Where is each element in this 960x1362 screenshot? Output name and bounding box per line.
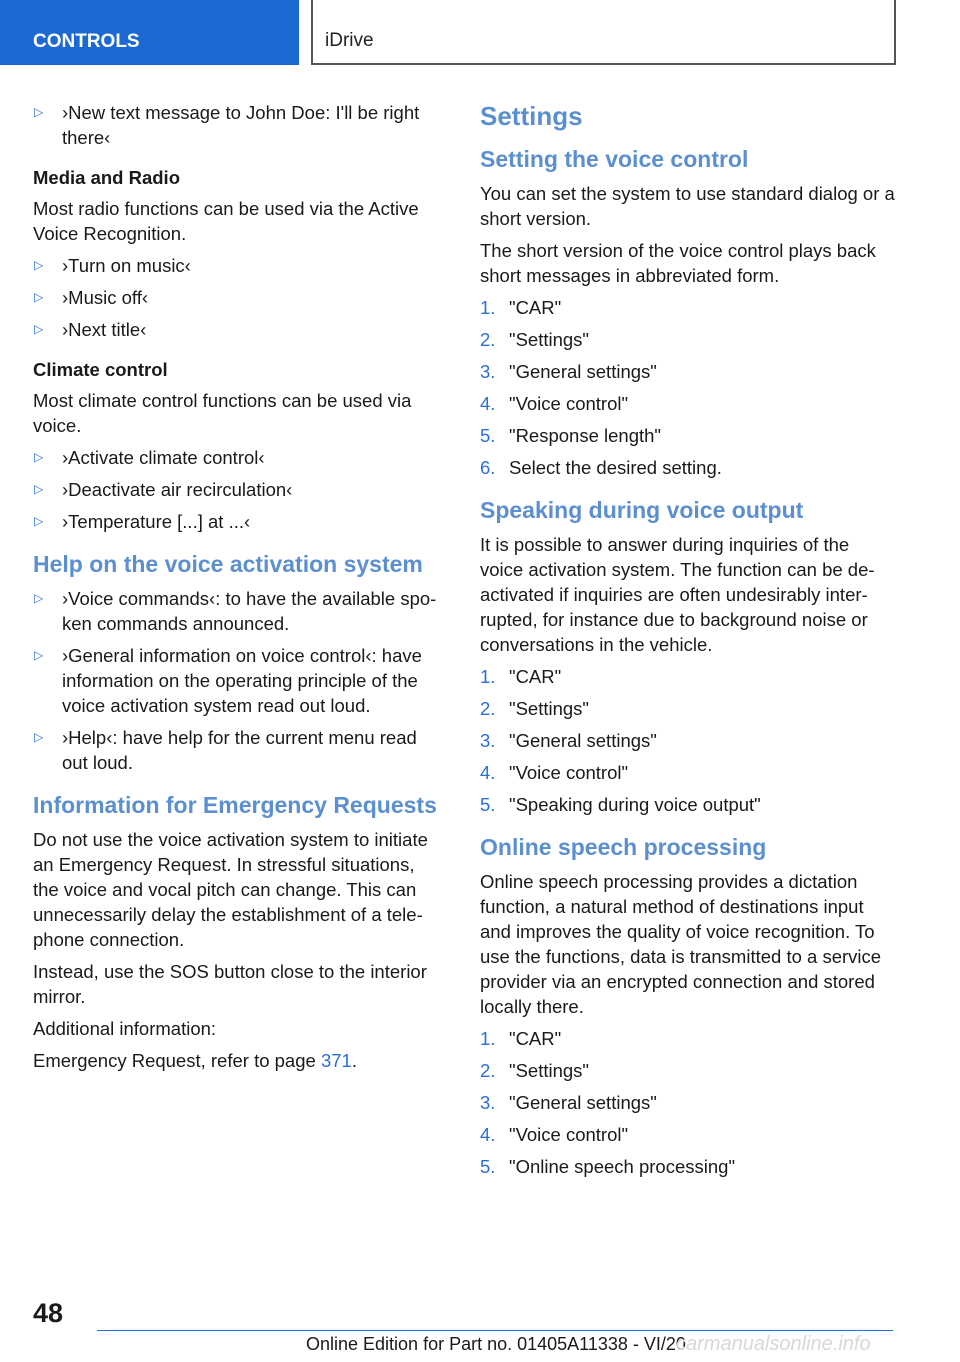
- edition-text: Online Edition for Part no. 01405A11338 - VI/20: [306, 1334, 686, 1354]
- step-number: 3.: [480, 1092, 496, 1113]
- voice-control-heading: Setting the voice control: [480, 146, 749, 172]
- step-number: 5.: [480, 425, 496, 446]
- step-number: 5.: [480, 1156, 496, 1177]
- list-item: ▷ ›Voice commands‹: to have the available spoken commands announced.: [34, 588, 437, 634]
- header-divider-end: [894, 0, 896, 65]
- intro-bullet-list: [33, 100, 443, 150]
- list-item: ▷ ›Temperature [...] at ...‹: [34, 511, 251, 532]
- watermark: carmanualsonline.info: [676, 1333, 871, 1355]
- section-tab: [0, 0, 299, 65]
- step-number: 1.: [480, 1028, 496, 1049]
- media-heading: Media and Radio: [33, 167, 180, 188]
- online-speech-steps: [480, 1026, 896, 1179]
- list-item: 6. Select the desired setting.: [480, 457, 722, 478]
- online-speech-text: Online speech processing provides a dictation function, a natural method of destinations input and improves the quality of voice recognition. To use the functions, data is transmitted to a service provider via an encrypted connection and stored locally there.: [480, 871, 882, 1017]
- list-item: 1. "CAR": [480, 666, 562, 687]
- emergency-text-4: Emergency Request, refer to page 371.: [33, 1050, 357, 1071]
- media-text: Most radio functions can be used via the Active Voice Recognition.: [33, 198, 419, 244]
- step-number: 2.: [480, 1060, 496, 1081]
- list-item: 4. "Voice control": [480, 1124, 629, 1145]
- triangle-right-icon: ▷: [34, 450, 44, 464]
- step-number: 2.: [480, 698, 496, 719]
- chapter-title: iDrive: [325, 30, 374, 51]
- triangle-right-icon: ▷: [34, 322, 44, 336]
- step-number: 4.: [480, 762, 496, 783]
- list-item: 5. "Online speech processing": [480, 1156, 736, 1177]
- step-number: 4.: [480, 393, 496, 414]
- list-item: 3. "General settings": [480, 730, 657, 751]
- list-item: 1. "CAR": [480, 1028, 562, 1049]
- list-item: ▷ ›Deactivate air recirculation‹: [34, 479, 293, 500]
- climate-heading: Climate control: [33, 359, 168, 380]
- list-item: ▷ ›Music off‹: [34, 287, 149, 308]
- list-item: ▷ ›Next title‹: [34, 319, 147, 340]
- step-number: 5.: [480, 794, 496, 815]
- online-speech-heading: Online speech processing: [480, 834, 767, 860]
- list-item: ▷ ›Activate climate control‹: [34, 447, 265, 468]
- list-item: 4. "Voice control": [480, 393, 629, 414]
- list-item: ▷ ›Turn on music‹: [34, 255, 191, 276]
- header-underline: [311, 63, 896, 65]
- voice-control-text-2: The short version of the voice control plays back short messages in abbreviated form.: [480, 240, 876, 286]
- list-item: 2. "Settings": [480, 329, 589, 350]
- list-item: 5. "Speaking during voice output": [480, 794, 761, 815]
- step-number: 3.: [480, 730, 496, 751]
- page-number: 48: [33, 1298, 64, 1328]
- triangle-right-icon: ▷: [34, 730, 44, 744]
- list-item: ▷ ›General information on voice control‹: have information on the operating principle of the voice activation system read out loud.: [34, 645, 422, 716]
- footer-divider: [97, 1330, 893, 1331]
- step-number: 1.: [480, 666, 496, 687]
- triangle-right-icon: ▷: [34, 105, 44, 119]
- list-item: 5. "Response length": [480, 425, 661, 446]
- triangle-right-icon: ▷: [34, 514, 44, 528]
- section-label: CONTROLS: [33, 31, 140, 52]
- list-item: 4. "Voice control": [480, 762, 629, 783]
- triangle-right-icon: ▷: [34, 591, 44, 605]
- triangle-right-icon: ▷: [34, 290, 44, 304]
- left-column: [33, 100, 443, 1080]
- step-number: 4.: [480, 1124, 496, 1145]
- voice-control-steps: [480, 295, 896, 480]
- speaking-steps: [480, 664, 896, 817]
- triangle-right-icon: ▷: [34, 258, 44, 272]
- speaking-text: It is possible to answer during inquiries of the voice activation system. The function can be deactivated if inquiries are often undesirably interrupted, for instance due to background noise or conversations in the vehicle.: [480, 534, 875, 655]
- page-reference-link[interactable]: 371: [320, 1050, 352, 1071]
- step-number: 6.: [480, 457, 496, 478]
- voice-control-text-1: You can set the system to use standard dialog or a short version.: [480, 183, 895, 229]
- list-item: 2. "Settings": [480, 698, 589, 719]
- step-number: 1.: [480, 297, 496, 318]
- header-divider: [311, 0, 313, 65]
- media-bullet-list: [33, 253, 443, 342]
- help-heading: Help on the voice activation system: [33, 551, 423, 577]
- emergency-text-1: Do not use the voice activation system to initiate an Emergency Request. In stressful situations, the voice and vocal pitch can change. This can unnecessarily delay the establishment of a telephone connection.: [33, 829, 428, 950]
- list-item: ▷ ›Help‹: have help for the current menu read out loud.: [34, 727, 417, 773]
- list-item: 2. "Settings": [480, 1060, 589, 1081]
- step-number: 3.: [480, 361, 496, 382]
- emergency-text-3: Additional information:: [33, 1018, 217, 1039]
- help-bullet-list: [33, 586, 443, 775]
- emergency-heading: Information for Emergency Requests: [33, 792, 437, 818]
- climate-bullet-list: [33, 445, 443, 534]
- step-number: 2.: [480, 329, 496, 350]
- settings-heading: Settings: [480, 101, 583, 131]
- list-item: 1. "CAR": [480, 297, 562, 318]
- list-item: 3. "General settings": [480, 361, 657, 382]
- climate-text: Most climate control functions can be used via voice.: [33, 390, 412, 436]
- right-column: [480, 100, 896, 1187]
- triangle-right-icon: ▷: [34, 482, 44, 496]
- triangle-right-icon: ▷: [34, 648, 44, 662]
- speaking-heading: Speaking during voice output: [480, 497, 804, 523]
- emergency-text-2: Instead, use the SOS button close to the interior mirror.: [33, 961, 427, 1007]
- list-item: ▷ ›New text message to John Doe: I'll be right there‹: [34, 102, 420, 148]
- list-item: 3. "General settings": [480, 1092, 657, 1113]
